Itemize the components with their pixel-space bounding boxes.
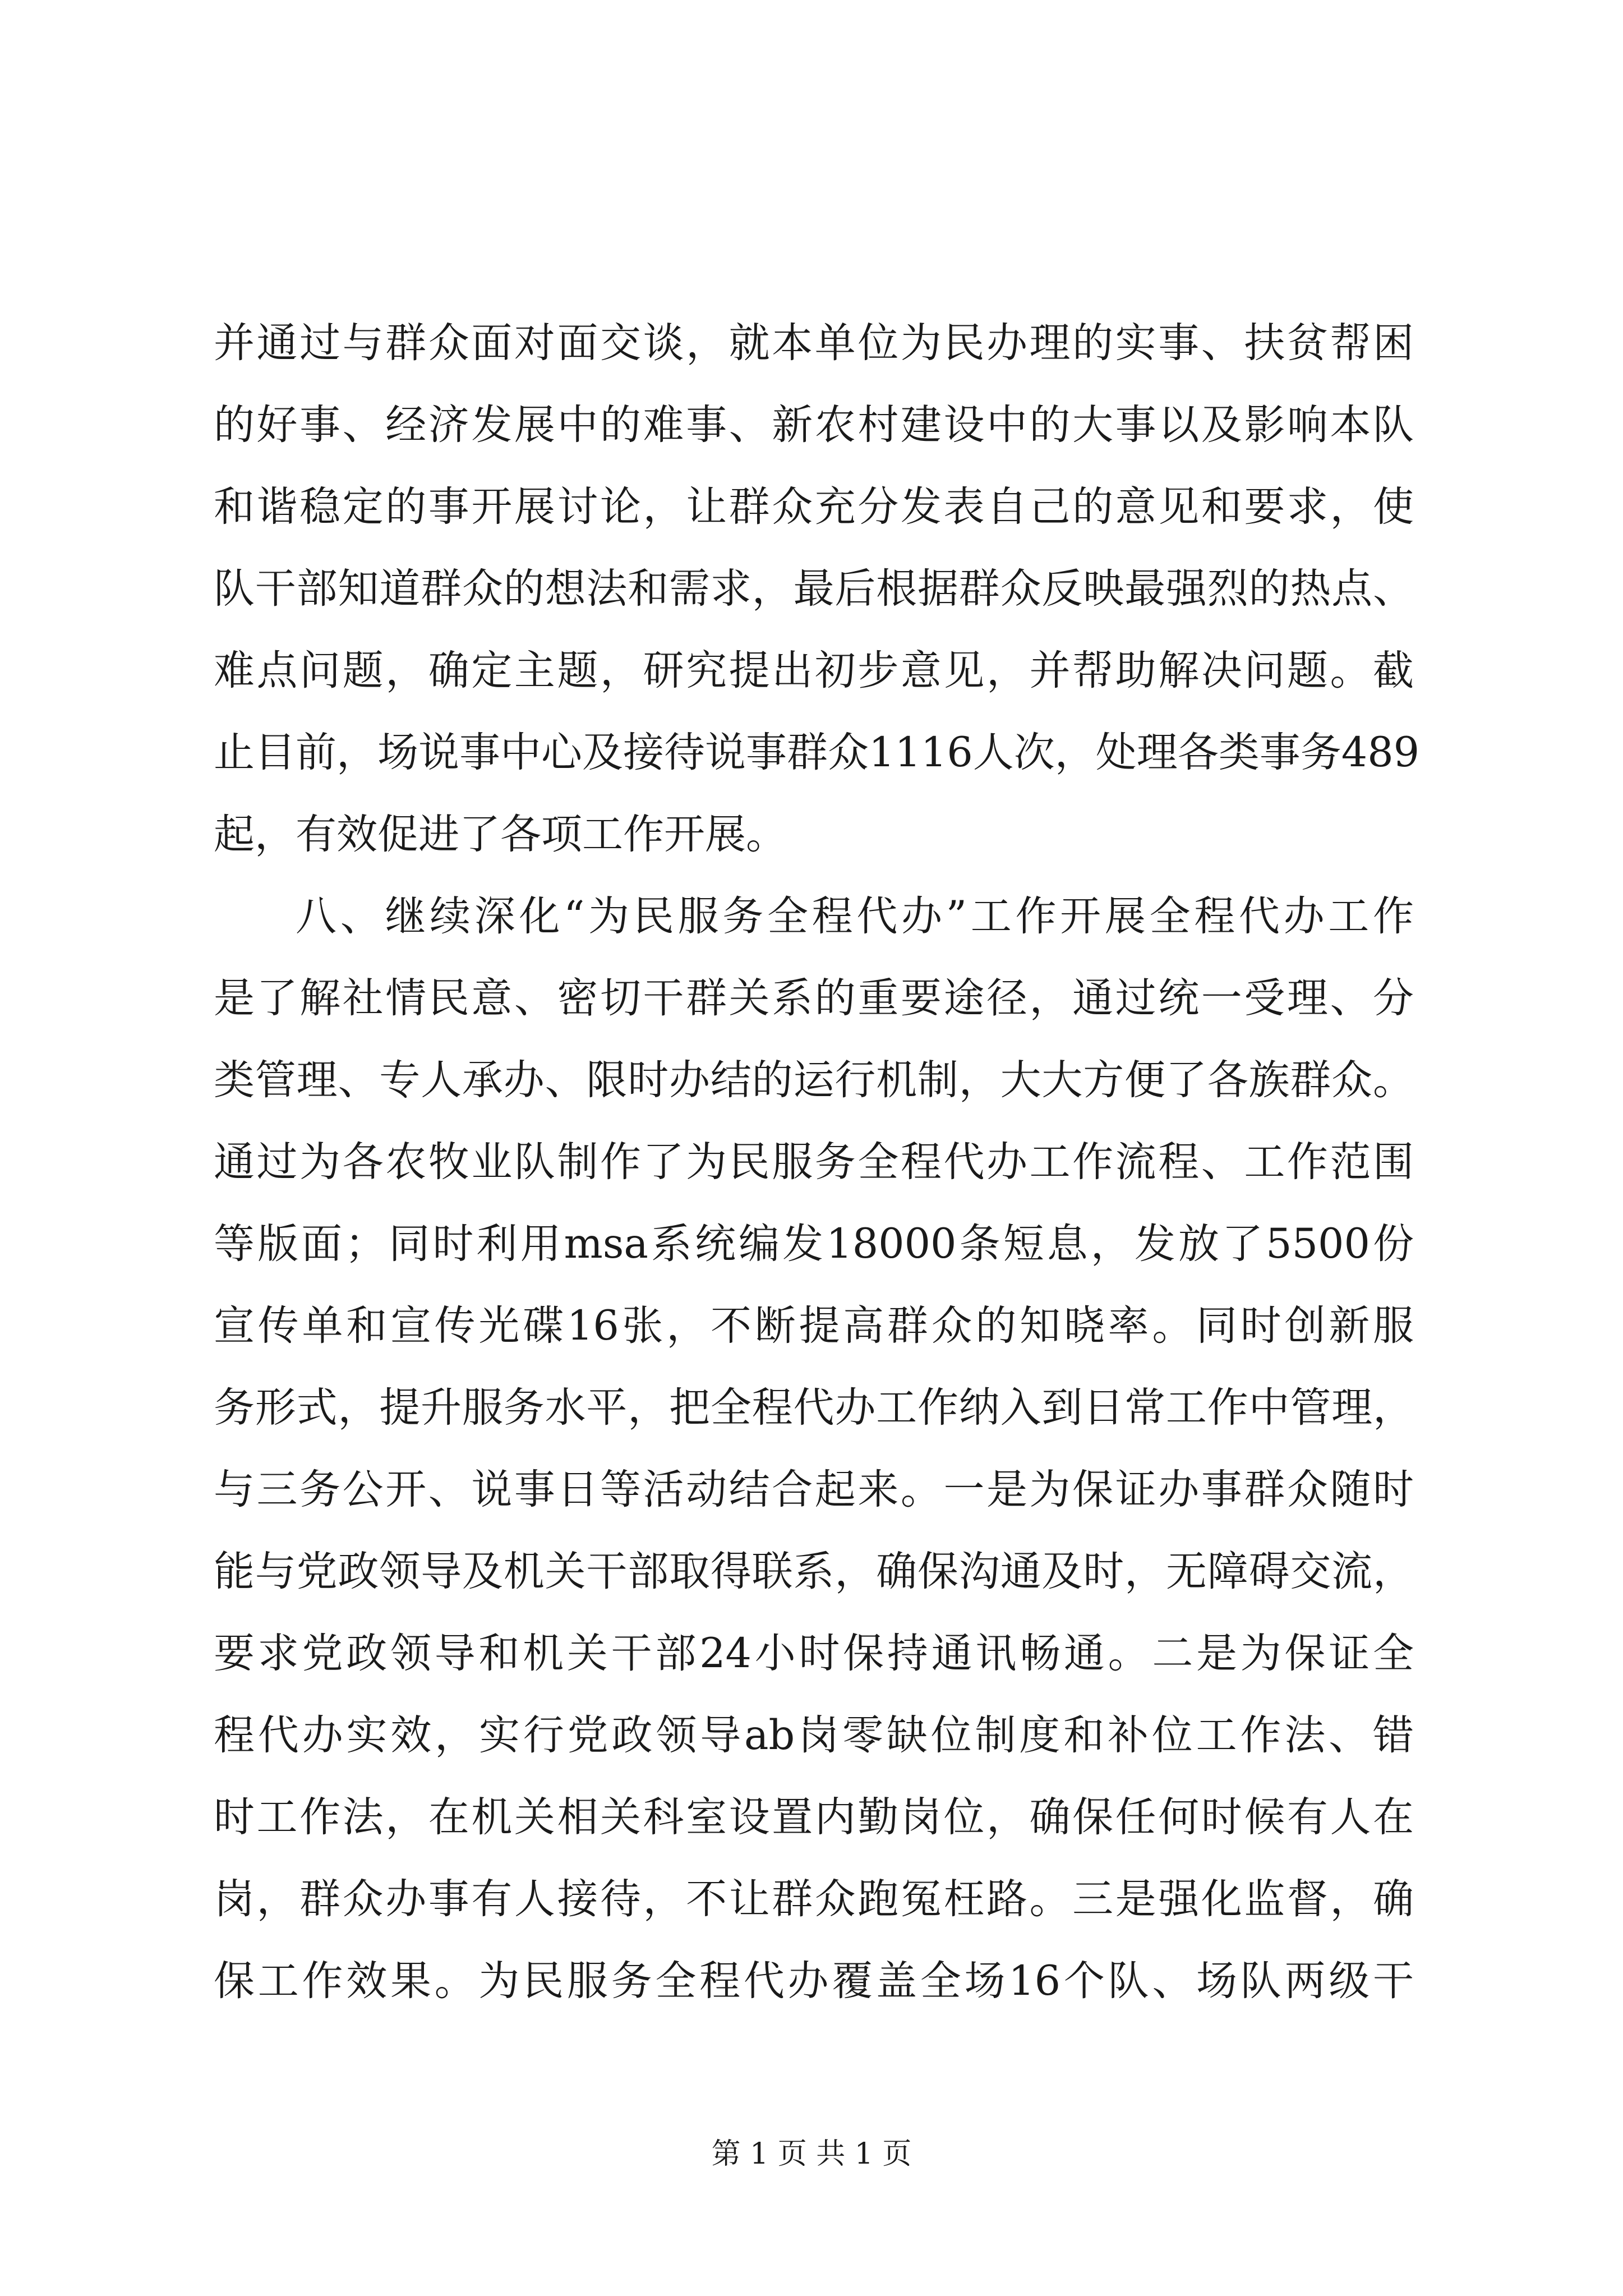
text-line: 务形式，提升服务水平，把全程代办工作纳入到日常工作中管理， [214, 1384, 1414, 1432]
text-line: 队干部知道群众的想法和需求，最后根据群众反映最强烈的热点、 [214, 565, 1414, 613]
text-line: 岗，群众办事有人接待，不让群众跑冤枉路。三是强化监督，确 [214, 1875, 1414, 1923]
text-line: 与三务公开、说事日等活动结合起来。一是为保证办事群众随时 [214, 1466, 1414, 1513]
text-line: 宣传单和宣传光碟16张，不断提高群众的知晓率。同时创新服 [214, 1302, 1414, 1350]
text-line: 和谐稳定的事开展讨论，让群众充分发表自己的意见和要求，使 [214, 483, 1414, 531]
text-line: 是了解社情民意、密切干群关系的重要途径，通过统一受理、分 [214, 974, 1414, 1022]
page-footer: 第 1 页 共 1 页 [711, 2137, 912, 2171]
paragraph-heading-line: 八、继续深化“为民服务全程代办”工作开展全程代办工作 [296, 892, 1414, 940]
text-line: 难点问题，确定主题，研究提出初步意见，并帮助解决问题。截 [214, 647, 1414, 694]
text-line: 止目前，场说事中心及接待说事群众1116人次，处理各类事务489 [214, 729, 1420, 776]
text-line: 通过为各农牧业队制作了为民服务全程代办工作流程、工作范围 [214, 1138, 1414, 1186]
body-text [214, 302, 1420, 2022]
text-line: 的好事、经济发展中的难事、新农村建设中的大事以及影响本队 [214, 401, 1414, 449]
text-line: 程代办实效，实行党政领导ab岗零缺位制度和补位工作法、错 [214, 1711, 1414, 1759]
text-line: 起，有效促进了各项工作开展。 [214, 811, 787, 858]
text-line: 保工作效果。为民服务全程代办覆盖全场16个队、场队两级干 [214, 1957, 1414, 2005]
text-line: 时工作法，在机关相关科室设置内勤岗位，确保任何时候有人在 [214, 1793, 1414, 1841]
text-line: 并通过与群众面对面交谈，就本单位为民办理的实事、扶贫帮困 [214, 319, 1414, 367]
text-line: 能与党政领导及机关干部取得联系，确保沟通及时，无障碍交流， [214, 1548, 1414, 1595]
text-line: 等版面；同时利用msa系统编发18000条短息，发放了5500份 [214, 1220, 1414, 1268]
text-line: 要求党政领导和机关干部24小时保持通讯畅通。二是为保证全 [214, 1630, 1414, 1677]
text-line: 类管理、专人承办、限时办结的运行机制，大大方便了各族群众。 [214, 1056, 1414, 1104]
